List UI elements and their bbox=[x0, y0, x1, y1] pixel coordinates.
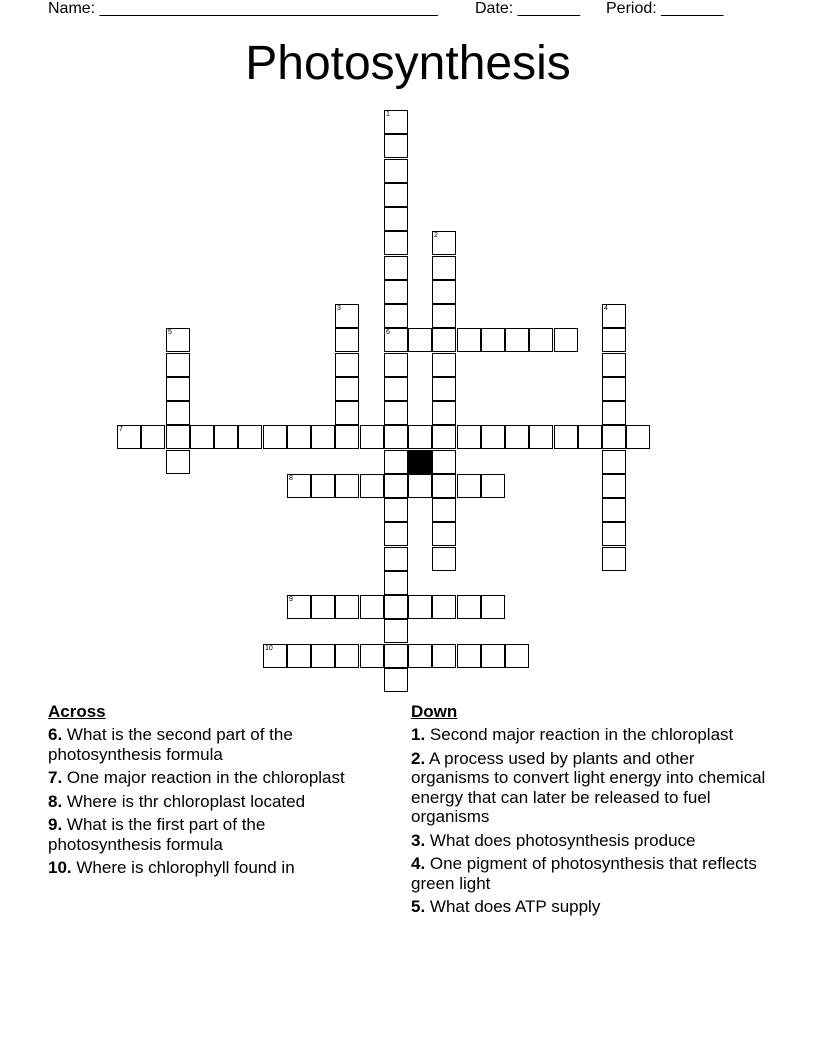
grid-cell[interactable] bbox=[626, 425, 650, 449]
grid-cell[interactable] bbox=[335, 377, 359, 401]
grid-cell[interactable] bbox=[384, 450, 408, 474]
grid-cell[interactable] bbox=[141, 425, 165, 449]
grid-cell[interactable] bbox=[602, 522, 626, 546]
down-clue bbox=[411, 854, 771, 893]
grid-cell[interactable] bbox=[384, 619, 408, 643]
grid-cell[interactable] bbox=[384, 522, 408, 546]
across-clue bbox=[48, 792, 378, 812]
grid-cell[interactable] bbox=[287, 474, 311, 498]
grid-cell[interactable] bbox=[602, 547, 626, 571]
across-clue bbox=[48, 768, 378, 788]
grid-cell[interactable] bbox=[578, 425, 602, 449]
grid-cell[interactable] bbox=[602, 450, 626, 474]
grid-cell[interactable] bbox=[554, 328, 578, 352]
grid-cell[interactable] bbox=[166, 401, 190, 425]
grid-cell[interactable] bbox=[432, 595, 456, 619]
clue-number: 3. bbox=[411, 830, 426, 850]
grid-cell[interactable] bbox=[335, 644, 359, 668]
cell-number: 6 bbox=[386, 329, 390, 336]
grid-cell[interactable] bbox=[384, 644, 408, 668]
grid-cell[interactable] bbox=[408, 328, 432, 352]
grid-cell[interactable] bbox=[554, 425, 578, 449]
grid-cell[interactable] bbox=[432, 474, 456, 498]
grid-cell[interactable] bbox=[263, 644, 287, 668]
cell-number: 10 bbox=[265, 645, 273, 652]
cell-number: 1 bbox=[386, 111, 390, 118]
grid-cell[interactable] bbox=[360, 425, 384, 449]
grid-cell[interactable] bbox=[457, 425, 481, 449]
grid-cell[interactable] bbox=[602, 328, 626, 352]
grid-cell[interactable] bbox=[190, 425, 214, 449]
grid-cell[interactable] bbox=[384, 498, 408, 522]
across-heading: Across bbox=[48, 702, 106, 721]
grid-cell[interactable] bbox=[529, 328, 553, 352]
grid-cell[interactable] bbox=[457, 595, 481, 619]
across-clue bbox=[48, 725, 378, 764]
grid-cell[interactable] bbox=[432, 644, 456, 668]
clue-number: 4. bbox=[411, 854, 426, 873]
grid-cell[interactable] bbox=[360, 595, 384, 619]
clue-text: What is the second part of the photosynthesis formula bbox=[48, 725, 293, 764]
grid-cell[interactable] bbox=[481, 425, 505, 449]
grid-cell[interactable] bbox=[602, 304, 626, 328]
grid-cell[interactable] bbox=[384, 401, 408, 425]
grid-cell[interactable] bbox=[166, 328, 190, 352]
page-title: Photosynthesis bbox=[245, 37, 571, 90]
grid-cell[interactable] bbox=[505, 328, 529, 352]
across-clues bbox=[48, 702, 378, 882]
down-clue bbox=[411, 725, 771, 745]
grid-cell[interactable] bbox=[384, 159, 408, 183]
grid-cell[interactable] bbox=[481, 644, 505, 668]
grid-cell[interactable] bbox=[384, 231, 408, 255]
grid-cell[interactable] bbox=[432, 401, 456, 425]
grid-cell[interactable] bbox=[384, 571, 408, 595]
grid-cell[interactable] bbox=[384, 328, 408, 352]
grid-cell[interactable] bbox=[408, 474, 432, 498]
cell-number: 3 bbox=[337, 305, 341, 312]
cell-number: 2 bbox=[434, 232, 438, 239]
grid-cell[interactable] bbox=[384, 425, 408, 449]
grid-cell[interactable] bbox=[311, 644, 335, 668]
clue-number: 6. bbox=[48, 725, 63, 744]
across-clue bbox=[48, 858, 378, 878]
grid-cell[interactable] bbox=[166, 450, 190, 474]
cell-number: 5 bbox=[168, 329, 172, 336]
grid-cell[interactable] bbox=[432, 377, 456, 401]
grid-cell[interactable] bbox=[287, 595, 311, 619]
grid-cell[interactable] bbox=[432, 256, 456, 280]
cell-number: 4 bbox=[604, 305, 608, 312]
grid-cell[interactable] bbox=[432, 522, 456, 546]
grid-cell[interactable] bbox=[432, 547, 456, 571]
grid-cell[interactable] bbox=[457, 474, 481, 498]
grid-cell[interactable] bbox=[432, 280, 456, 304]
down-clue bbox=[411, 749, 771, 827]
clue-number: 1. bbox=[411, 725, 426, 744]
grid-cell[interactable] bbox=[457, 644, 481, 668]
grid-cell[interactable] bbox=[335, 595, 359, 619]
grid-cell[interactable] bbox=[214, 425, 238, 449]
grid-cell[interactable] bbox=[166, 353, 190, 377]
grid-cell[interactable] bbox=[263, 425, 287, 449]
grid-cell[interactable] bbox=[457, 328, 481, 352]
grid-cell[interactable] bbox=[311, 474, 335, 498]
clue-number: 5. bbox=[411, 897, 426, 916]
grid-cell[interactable] bbox=[384, 256, 408, 280]
clue-text: A process used by plants and other organisms to convert light energy into chemical energy that can later be released to fuel organisms bbox=[411, 748, 766, 826]
grid-cell[interactable] bbox=[384, 668, 408, 692]
grid-cell[interactable] bbox=[384, 110, 408, 134]
name-field-label: Name: ______________________________________ bbox=[48, 0, 438, 17]
down-heading: Down bbox=[411, 702, 458, 721]
grid-cell[interactable] bbox=[384, 547, 408, 571]
grid-cell[interactable] bbox=[384, 207, 408, 231]
grid-cell[interactable] bbox=[384, 304, 408, 328]
clue-number: 8. bbox=[48, 791, 63, 811]
clue-text: Where is thr chloroplast located bbox=[66, 791, 306, 811]
grid-cell[interactable] bbox=[432, 498, 456, 522]
grid-cell[interactable] bbox=[432, 231, 456, 255]
grid-cell[interactable] bbox=[602, 498, 626, 522]
clue-text: One major reaction in the chloroplast bbox=[66, 768, 345, 787]
grid-cell[interactable] bbox=[384, 474, 408, 498]
clue-number: 7. bbox=[48, 768, 63, 787]
grid-cell[interactable] bbox=[481, 474, 505, 498]
grid-cell[interactable] bbox=[166, 377, 190, 401]
date-field-label: Date: _______ bbox=[475, 0, 580, 17]
cell-number: 9 bbox=[289, 596, 293, 603]
grid-cell[interactable] bbox=[311, 595, 335, 619]
down-clue bbox=[411, 897, 771, 917]
grid-cell[interactable] bbox=[384, 134, 408, 158]
down-clues bbox=[411, 702, 771, 921]
cell-number: 8 bbox=[289, 475, 293, 482]
grid-cell[interactable] bbox=[311, 425, 335, 449]
grid-cell[interactable] bbox=[602, 401, 626, 425]
grid-cell[interactable] bbox=[432, 328, 456, 352]
grid-cell[interactable] bbox=[287, 425, 311, 449]
grid-cell[interactable] bbox=[360, 644, 384, 668]
clue-text: What does photosynthesis produce bbox=[429, 830, 696, 850]
grid-cell[interactable] bbox=[602, 425, 626, 449]
grid-cell[interactable] bbox=[432, 304, 456, 328]
clue-number: 10. bbox=[48, 858, 72, 877]
clue-text: What is the first part of the photosynthesis formula bbox=[48, 815, 266, 854]
clue-text: What does ATP supply bbox=[429, 897, 601, 916]
grid-cell[interactable] bbox=[602, 474, 626, 498]
grid-cell[interactable] bbox=[238, 425, 262, 449]
grid-cell[interactable] bbox=[360, 474, 384, 498]
grid-cell[interactable] bbox=[384, 377, 408, 401]
clue-number: 2. bbox=[411, 748, 426, 768]
grid-cell[interactable] bbox=[481, 595, 505, 619]
grid-cell[interactable] bbox=[432, 450, 456, 474]
grid-cell[interactable] bbox=[384, 183, 408, 207]
grid-cell[interactable] bbox=[287, 644, 311, 668]
grid-cell[interactable] bbox=[384, 353, 408, 377]
grid-cell[interactable] bbox=[384, 280, 408, 304]
grid-cell[interactable] bbox=[335, 328, 359, 352]
grid-cell[interactable] bbox=[432, 425, 456, 449]
grid-cell[interactable] bbox=[408, 595, 432, 619]
clue-number: 9. bbox=[48, 815, 63, 834]
grid-cell[interactable] bbox=[117, 425, 141, 449]
grid-cell[interactable] bbox=[505, 644, 529, 668]
grid-cell[interactable] bbox=[505, 425, 529, 449]
blocked-cell bbox=[408, 450, 432, 474]
grid-cell[interactable] bbox=[166, 425, 190, 449]
grid-cell[interactable] bbox=[602, 377, 626, 401]
grid-cell[interactable] bbox=[408, 425, 432, 449]
clue-text: Second major reaction in the chloroplast bbox=[429, 725, 734, 744]
cell-number: 7 bbox=[119, 426, 123, 433]
grid-cell[interactable] bbox=[335, 401, 359, 425]
clue-text: One pigment of photosynthesis that reflects green light bbox=[411, 854, 757, 893]
grid-cell[interactable] bbox=[529, 425, 553, 449]
clue-text: Where is chlorophyll found in bbox=[76, 858, 295, 877]
grid-cell[interactable] bbox=[335, 304, 359, 328]
grid-cell[interactable] bbox=[335, 353, 359, 377]
down-clue bbox=[411, 831, 771, 851]
across-clue bbox=[48, 815, 378, 854]
grid-cell[interactable] bbox=[432, 353, 456, 377]
grid-cell[interactable] bbox=[602, 353, 626, 377]
grid-cell[interactable] bbox=[335, 425, 359, 449]
grid-cell[interactable] bbox=[335, 474, 359, 498]
grid-cell[interactable] bbox=[481, 328, 505, 352]
grid-cell[interactable] bbox=[408, 644, 432, 668]
grid-cell[interactable] bbox=[384, 595, 408, 619]
period-field-label: Period: _______ bbox=[606, 0, 724, 17]
